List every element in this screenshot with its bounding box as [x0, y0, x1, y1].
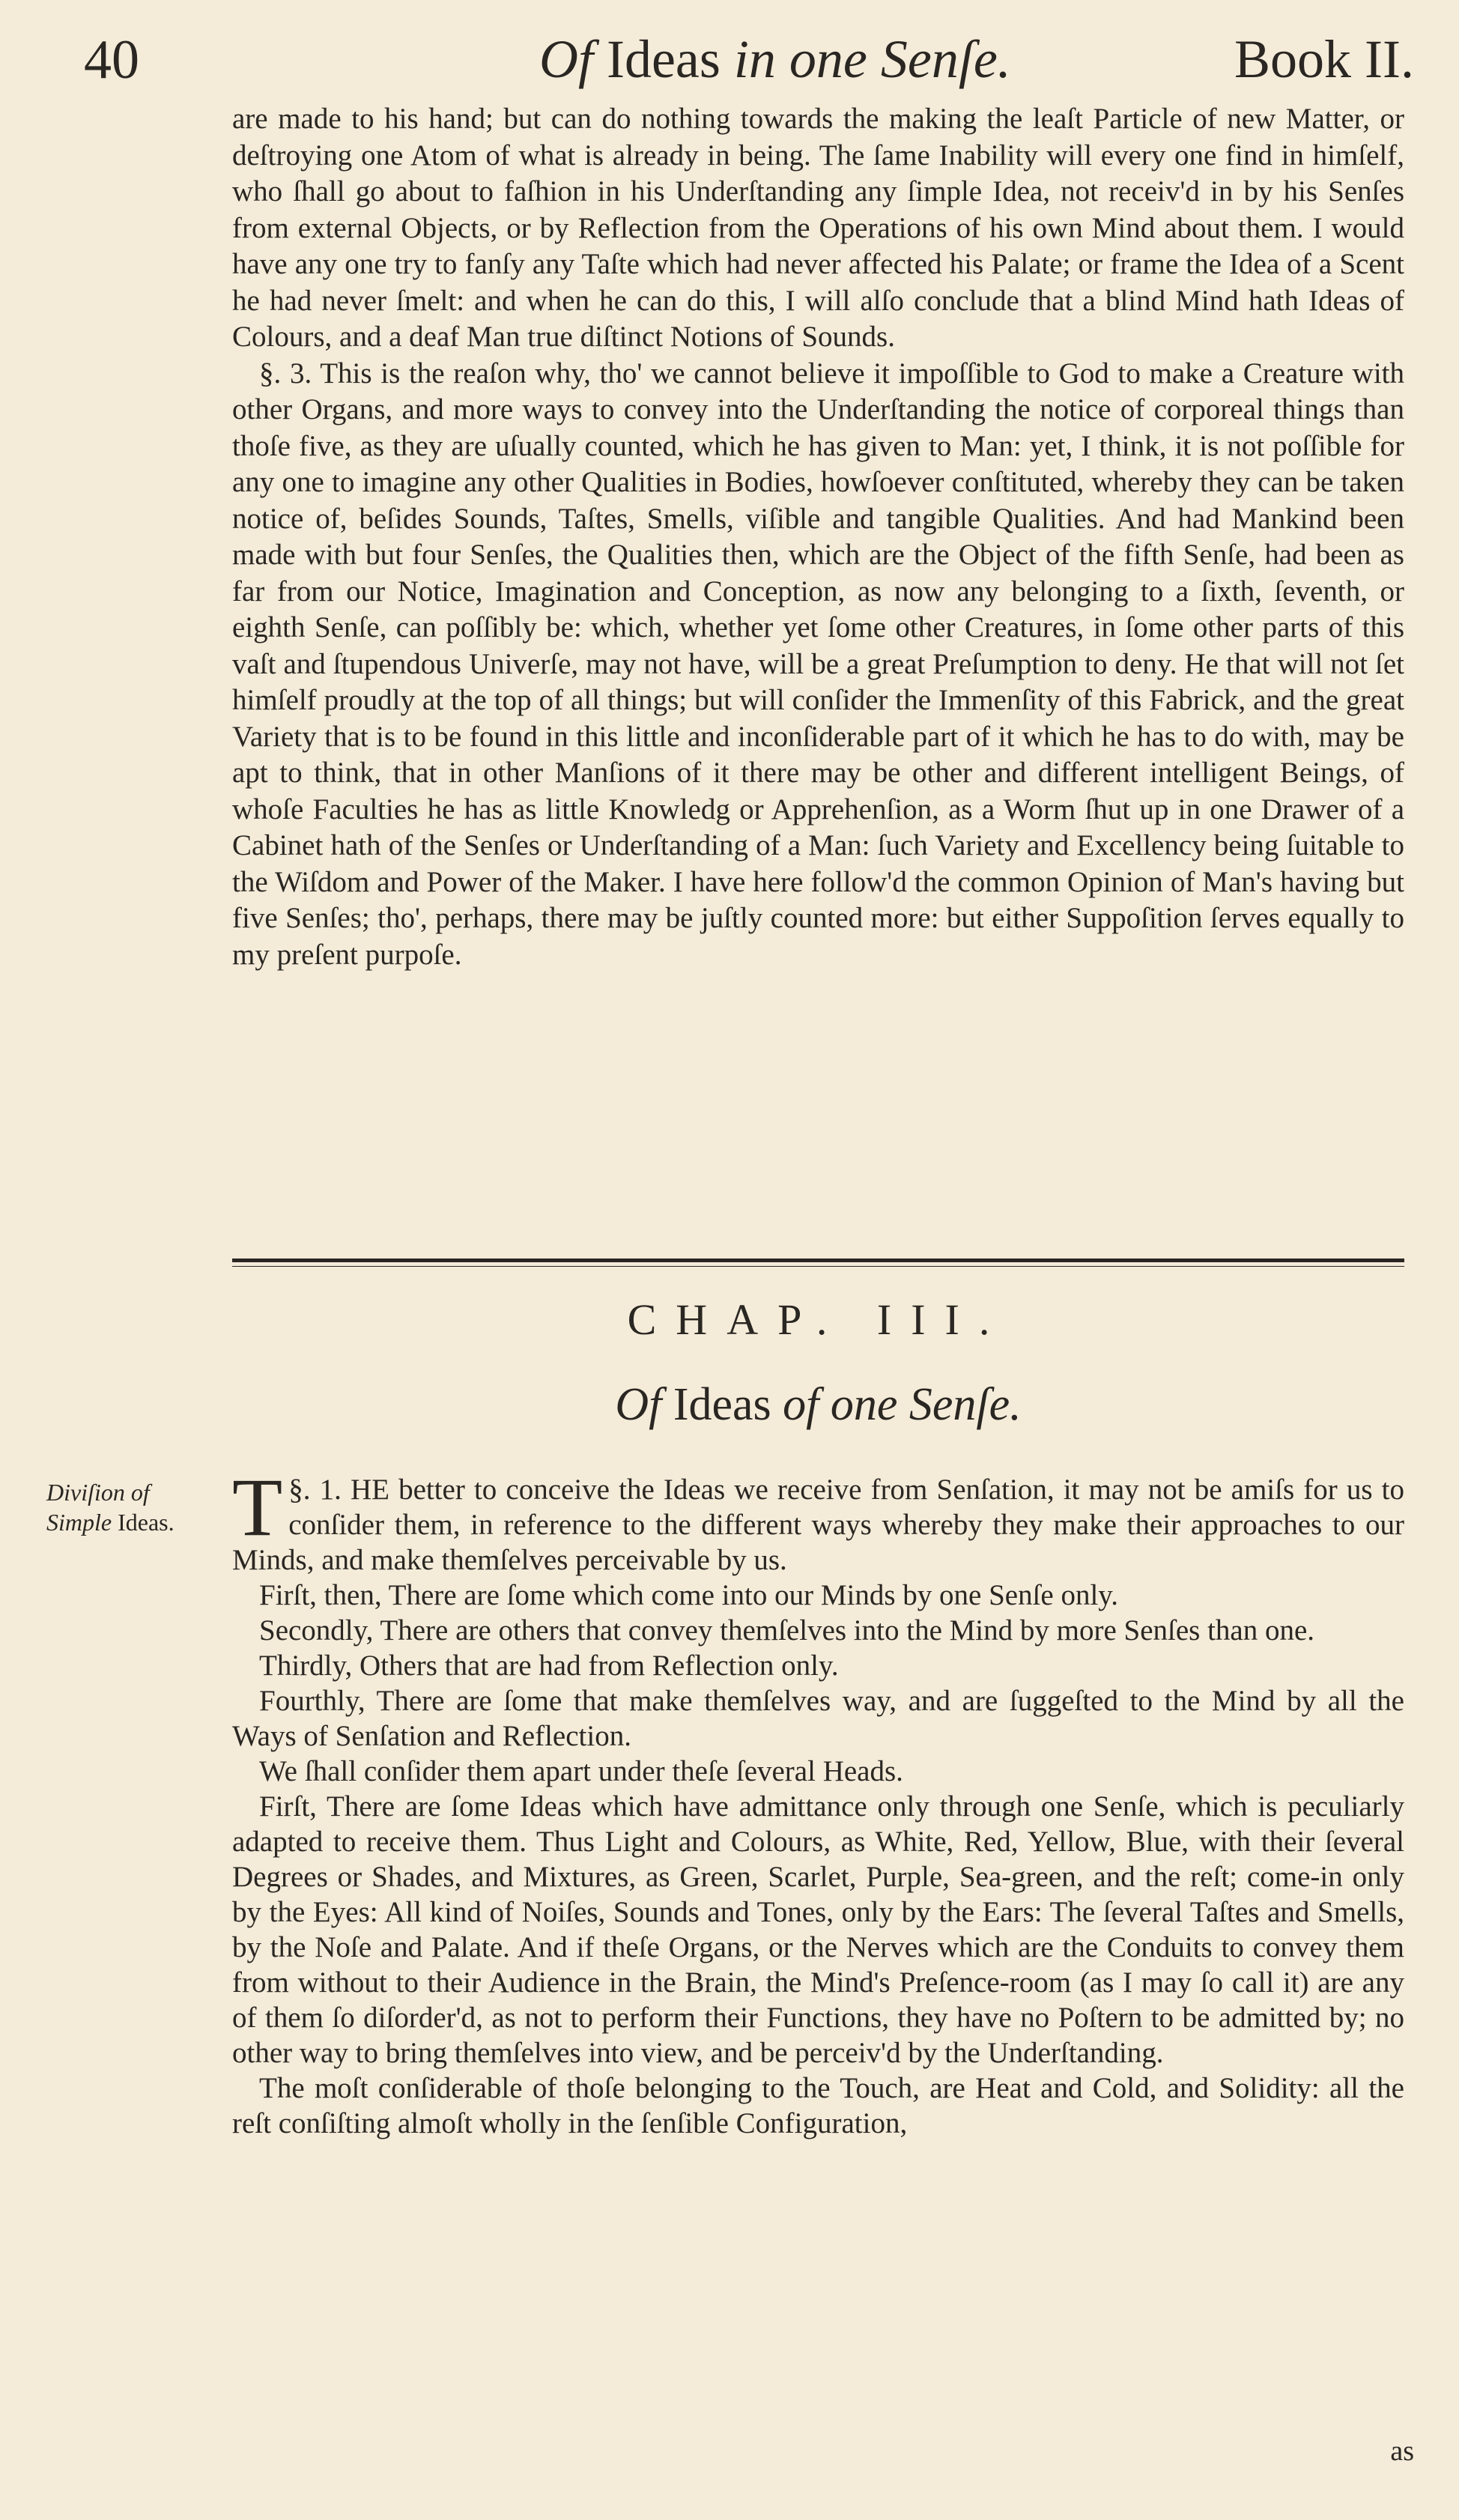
chapter-title [232, 1378, 1404, 1432]
margin-note-line-2 [46, 1507, 226, 1537]
paragraph-secondly: Secondly, There are others that convey themſelves into the Mind by more Senſes than one. [259, 1614, 1315, 1647]
page-number: 40 [84, 29, 139, 91]
running-title-sense: Senſe. [880, 29, 1011, 89]
chapter-rule-thin [232, 1266, 1404, 1267]
book-label: Book II. [1234, 29, 1414, 89]
chapter-title-of-one-sense: of one Senſe. [783, 1379, 1022, 1430]
running-title [539, 28, 1011, 91]
margin-note-simple: Simple [46, 1509, 112, 1536]
paragraph-section-1 [232, 1462, 1404, 1578]
section-mark: §. 1. [288, 1473, 342, 1506]
running-title-ideas: Ideas [607, 29, 721, 89]
running-title-in-one: in one [733, 29, 867, 89]
drop-cap: T [232, 1462, 283, 1553]
running-title-of: Of [539, 29, 593, 89]
chapter-iii-text [232, 1462, 1404, 2141]
catchword: as [1390, 2435, 1414, 2467]
paragraph-section-1-text: HE better to conceive the Ideas we receive from Senſation, it may not be amiſs for us to conſider them, in reference to the different ways whereby they make their approaches to our Minds, and make themſelves perceivable by us. [232, 1473, 1404, 1576]
margin-note-ideas: Ideas. [118, 1509, 175, 1536]
paragraph-touch: The moſt conſiderable of thoſe belonging to the Touch, are Heat and Cold, and Solidity: all the reſt conſiſting almoſt wholly in the ſenſible Configuration, [232, 2072, 1404, 2139]
paragraph-continued: are made to his hand; but can do nothing towards the making the leaſt Particle of new Matter, or deſtroying one Atom of what is already in being. The ſame Inability will every one find in himſelf, who ſhall go about to faſhion in his Underſtanding any ſimple Idea, not receiv'd in by his Senſes from external Objects, or by Reflection from the Operations of his own Mind about them. I would have any one try to fanſy any Taſte which had never affected his Palate; or frame the Idea of a Scent he had never ſmelt: and when he can do this, I will alſo conclude that a blind Mind hath Ideas of Colours, and a deaf Man true diſtinct Notions of Sounds. [232, 103, 1404, 353]
margin-note-line-1: Diviſion of [46, 1479, 150, 1506]
running-header [0, 15, 1459, 97]
paragraph-thirdly: Thirdly, Others that are had from Reflection only. [259, 1650, 839, 1682]
paragraph-first-one-sense: Firſt, There are ſome Ideas which have admittance only through one Senſe, which is peculiarly adapted to receive them. Thus Light and Colours, as White, Red, Yellow, Blue, with their ſeveral Degrees or Shades, and Mixtures, as Green, Scarlet, Purple, Sea-green, and the reſt; come-in only by the Eyes: All kind of Noiſes, Sounds and Tones, only by the Ears: The ſeveral Taſtes and Smells, by the Noſe and Palate. And if theſe Organs, or the Nerves which are the Conduits to convey them from without to their Audience in the Brain, the Mind's Preſence-room (as I may ſo call it) are any of them ſo diſorder'd, as not to perform their Functions, they have no Poſtern to be admitted by; no other way to bring themſelves into view, and be perceiv'd by the Underſtanding. [232, 1790, 1404, 2069]
chapter-number: CHAP. III. [627, 1295, 1010, 1344]
chapter-ii-text [232, 101, 1404, 973]
paragraph-section-3: §. 3. This is the reaſon why, tho' we cannot believe it impoſſible to God to make a Creature with other Organs, and more ways to convey into the Underſtanding the notice of corporeal things than thoſe five, as they are uſually counted, which he has given to Man: yet, I think, it is not poſſible for any one to imagine any other Qualities in Bodies, howſoever conſtituted, whereby they can be taken notice of, beſides Sounds, Taſtes, Smells, viſible and tangible Qualities. And had Mankind been made with but four Senſes, the Qualities then, which are the Object of the fifth Senſe, had been as far from our Notice, Imagination and Conception, as now any belonging to a ſixth, ſeventh, or eighth Senſe, can poſſibly be: which, whether yet ſome other Creatures, in ſome other parts of this vaſt and ſtupendous Univerſe, may not have, will be a great Preſumption to deny. He that will not ſet himſelf proudly at the top of all things; but will conſider the Immenſity of this Fabrick, and the great Variety that is to be found in this little and inconſiderable part of it which he has to do with, may be apt to think, that in other Manſions of it there may be other and different intelligent Beings, of whoſe Faculties he has as little Knowledg or Apprehenſion, as a Worm ſhut up in one Drawer of a Cabinet hath of the Senſes or Underſtanding of a Man: ſuch Variety and Excellency being ſuitable to the Wiſdom and Power of the Maker. I have here follow'd the common Opinion of Man's having but five Senſes; tho', perhaps, there may be juſtly counted more: but either Suppoſition ſerves equally to my preſent purpoſe. [232, 357, 1404, 971]
paragraph-firstly: Firſt, then, There are ſome which come into our Minds by one Senſe only. [259, 1579, 1119, 1611]
chapter-rule-thick [232, 1259, 1404, 1262]
chapter-title-ideas: Ideas [673, 1379, 771, 1430]
paragraph-heads: We ſhall conſider them apart under theſe ſeveral Heads. [259, 1755, 903, 1787]
chapter-title-of: Of [615, 1379, 662, 1430]
paragraph-fourthly: Fourthly, There are ſome that make themſelves way, and are ſuggeſted to the Mind by all the Ways of Senſation and Reflection. [232, 1685, 1404, 1752]
margin-note [46, 1477, 226, 1537]
